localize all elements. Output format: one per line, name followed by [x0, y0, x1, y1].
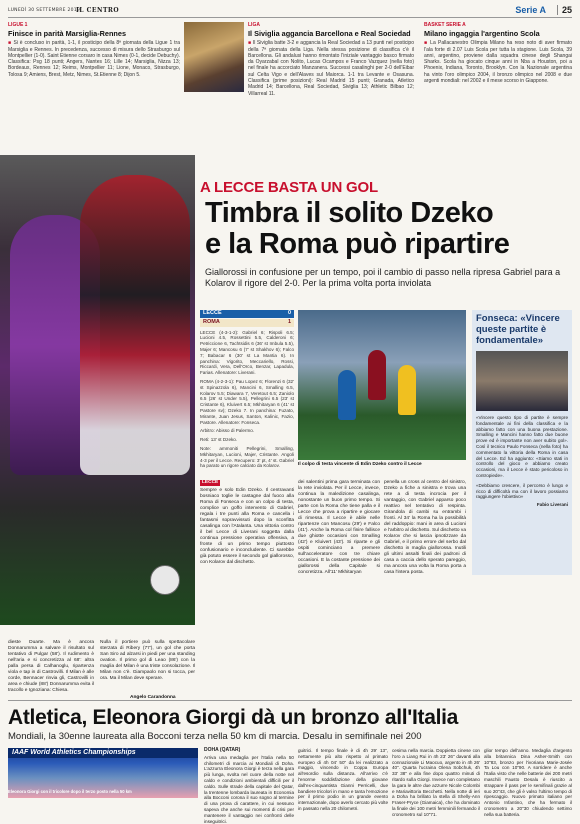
brief-basket — [424, 22, 572, 84]
article-column-3: penella un cross al centro del sinistro, Dzeko a fiche a sinistra e trova una rete a di testa incrocia per il vantaggio, con Gabriel apparso poco reattivo nel tentativo di respinta. Girandola di cambi su entrambi i fronti. Al 34' la Roma ha la possibilità del raddoppio: mani in area di Lucioni e l'arbitro al dischetto. Sul dischetto va Kolarov che si lascia ipnotizzare da Gabriel, e il primo errore del serbo dal dischetto in maglia giallorossa. Inutili gli ultimi assalti finali dei padroni di casa a caccia dello sperato pareggio, ma ancora una volta la Roma porta a casa l'intera posta. — [384, 480, 466, 575]
away-lineup: ROMA (4-2-3-1): Pau Lopez 6; Florenzi 6 (32' st Spinazzola 6), Mancini 6, Smalling 6.5, Kolarov 5.5; Diawara 7, Veretout 6.5; Zaniolo 6.5 (26' st Under 5.5), Pellegrini 6.5 (23' st Cristante 6), Kluivert 6.5; Mkhitaryan 6 (41' st Pastore sv); Dzeko 7. In panchina: Fuzato, Mirante, Juan Jesus, Santon, Kalinic, Fazio, Pastore. Allenatore: Fonseca. — [200, 378, 294, 425]
section-name: Serie A — [515, 5, 546, 15]
fonseca-sidebar — [472, 310, 572, 575]
bottom-column-2: guitrici. Il tempo finale è di 4h 29' 13", nettamente più alto rispetto al primato europeo di 4h 04' 50" da lei realizzato a maggio, vincendo in Coppa Europa all'esordio sulla distanza. All'arrivo c'è l'enorme soddisfazione della giovane dall'ex-cinquantista Gianni Perricelli, due bandiere tricolori in mano e tanta l'emozione per il primo podio in un grande evento internazionale, dopo averlo cercato più volte in passato nella 20 chilometri. — [298, 748, 388, 811]
main-title-line1: Timbra il solito Dzeko — [205, 197, 494, 229]
match-notes: Note: ammoniti Pellegrini, Smalling, Mkhitaryan, Lucioni, Majer, Cristante. Angoli 4-3 per il Lecce. Recupero: 3' pt, 4' st. Gabriel ha parato un rigore calciato da Kolarov. — [200, 445, 294, 469]
dateline: DOHA (QATAR) — [204, 747, 241, 753]
main-subtitle: Giallorossi in confusione per un tempo, poi il cambio di passo nella ripresa Gabriel para a Kolarov il rigore del 2-0. Per la prima volta porta inviolata — [205, 267, 561, 288]
column-text: Sempre e solo Edin Dzeko. Il centravanti bosniaco toglie le castagne dal fuoco alla Roma di Fonseca e con un colpo di testa, complice un goffo intervento di Gabriel, regala i tre punti alla Roma e cancella i fantasmi sopravvissuti dopo la sconfitta casalinga con l'Atalanta. Una vittoria contro il bel Lecce di Liverani soggetta dalla continua pressione operativa offensiva, a fronte di un primo tempo piuttosto confusionario e inconcludente. Ci sarebbe già potuto essere il secondo gol giallorosso, con Kolarov dal dischetto. — [200, 488, 294, 565]
brief-headline: Il Siviglia aggancia Barcellona e Real Sociedad — [248, 29, 411, 39]
player-figure-lecce — [338, 370, 356, 420]
issue-date: LUNEDÌ 30 SETTEMBRE 2019 — [8, 8, 81, 13]
main-kicker: A LECCE BASTA UN GOL — [200, 179, 378, 196]
brief-headline: Finisce in parità Marsiglia-Rennes — [8, 29, 127, 39]
bottom-photo-caption: Eleonora Giorgi con il tricolore dopo il terzo posto nella 50 km — [8, 789, 132, 794]
newspaper-brand: IL CENTRO — [76, 7, 120, 14]
brief-text: ■ La Pallacanestro Olimpia Milano ha reso noto di aver firmato l'ala forte di 2.07 Luis Scola per tutta la stagione. Luis Scola, 39 anni, argentino, proviene dalla squadra cinese degli Shangai Sharks. Scola ha giocato cinque anni in Nba a Houston, poi a Phoenix, Indiana, Toronto, Brooklyn. Con la Nazionale argentina ha vinto l'oro olimpico 2004, il bronzo olimpico nel 2008 e due argenti mondiali: nel 2002 e il mese scorso in Giappone. — [424, 40, 572, 84]
brief-text: ■ Il Siviglia batte 3-2 e aggancia la Real Sociedad a 13 punti nel posticipo della 7ª giornata della Liga. Nella stessa posizione di classifica c'è il Barcellona. Gli andalusi hanno rimontato l'iniziale vantaggio basco firmato da Oyarzabal con Nolito, Lucas Ocampos e Franco Vazquez (nella foto) nel finale ha accorciato Manzanera. Successi casalinghi per 2-0 dell'Eibar sul Celta Vigo e dell'Alaves sul Maiorca. 1-1 tra Levante e Osasuna. Classifica (prime posizioni): Real Madrid 15 punti; Granada, Atletico Madrid 14; Barcellona, Real Sociedad, Siviglia 13; Athletic Bilbao 12; Villarreal 11. — [248, 40, 414, 97]
left-column-1: dieste Duarte. Ma è ancora Donnarumma a salvare il risultato sul tentativo di Pulgar (58'). Il rudimento è nell'aria e si concretizza al 68': altra palla persa di Calhanoglu, ripartenza viola e tap in di Castrovilli. Il Milan è alle corde, Bennacer rinvia gli, Castrovilli in area e chiude (88') Donnarumma evita il tracollo e Ignoziana: Chiesa. — [8, 640, 94, 693]
sidebar-byline: Fabio Liverani — [536, 502, 568, 508]
sidebar-text: «Vincere questo tipo di partite è sempre fondamentale ai fini della classifica e la abbiamo fatto con una buona prestazione. Smalling e Mancini hanno fatto due buone prove ed è importante non aver subito gol». Così il tecnico Paulo Fonseca (nella foto) ha commentato la vittoria della Roma in casa del Lecce. Ed ha aggiunto: «Siamo stati in controllo del gioco e abbiamo creato occasioni, ma il Lecce è stato pericoloso in contropiede». — [476, 415, 568, 478]
location-tag: LECCE — [202, 480, 219, 485]
article-column-2: dei salentini prima gara terminata con la rete inviolata. Per il Lecce, invece, continua la maledizione casalinga, nonostante un buon primo tempo. Si parte con la Roma che tiene palla e il Lecce che prova a ripartire e giocare di rimessa. Il Lecce è abile nelle ripartenze con Mancosu (29') e Falco (41'). Anche la Roma col finire fallisce due ghiotte occasioni con Smalling (42') e Kluivert (43'). Si riparte e gli ospiti cominciano a premere sull'acceleratore con tre chiare occasioni. E la costante pressione dei giallorossi della Capitale si concretizza. All'11' Mkhitaryan — [298, 480, 380, 575]
bottom-subtitle: Mondiali, la 30enne laureata alla Bocconi terza nella 50 km di marcia. Desalu in semifinale nei 200 — [8, 731, 422, 742]
sidebar-title: Fonseca: «Vincere queste partite è fondamentale» — [476, 313, 560, 346]
main-title-line2: e la Roma può ripartire — [205, 228, 510, 260]
home-team-goals: 0 — [287, 310, 291, 316]
referee: Arbitro: Abisso di Palermo. — [200, 428, 255, 434]
player-figure-red — [80, 175, 190, 475]
player-figure-roma — [368, 350, 386, 400]
column-text: Arriva una medaglia per l'Italia nella 50 chilometri di marcia ai Mondiali di Doha. L'azzurra Eleonora Giorgi è terza nella gara più lunga, svolta nel cuore della notte nel caldo e condizioni ambientali difficili per il caldo. Sulle strade della capitale del Qatar, la trentenne lombarda laureata in Economia alla Bocconi corona il suo sogno al termine di una prova di carattere, in cui nessuno sapeva che anche sui momenti di crisi per mantenere il vantaggio nei confronti delle inseguitrici. — [204, 754, 294, 824]
bottom-column-1 — [204, 748, 294, 824]
left-column-2: Nulla il portiere può sulla spettacolare sterzata di Ribery (77'), un gol che porta San Siro ad alzarsi in piedi per una standing ovation. Il primo gol di Leao (86') con la maglia del Milan è una triste consolazione. Il Milan non c'è. Giampaolo non si tocca, per ora. Ma il Milan deve sperare. — [100, 640, 195, 681]
fonseca-photo — [476, 351, 568, 411]
goals: Reti: 13' st Dzeko. — [200, 437, 238, 443]
main-title — [205, 198, 572, 260]
brief-kicker: LIGUE 1 — [8, 22, 28, 28]
left-byline: Angelo Carandonna — [130, 695, 176, 700]
vazquez-photo — [184, 22, 244, 92]
brief-kicker: LIGA — [248, 22, 260, 28]
brief-headline: Milano ingaggia l'argentino Scola — [424, 29, 540, 39]
brief-kicker: BASKET SERIE A — [424, 22, 466, 28]
milan-fiorentina-photo — [0, 155, 195, 625]
goalkeeper-figure — [398, 365, 416, 415]
section-divider — [8, 700, 572, 701]
away-team-row — [200, 319, 294, 327]
dzeko-header-photo — [298, 310, 466, 460]
home-lineup: LECCE (4-3-1-2): Gabriel 6; Rispoli 6.5; Lucioni 4.5, Rossettini 5.5, Calderoni 6; Petriccione 6, Tachtsidis 6 (36' st Imbula 5.5), Majer 6; Mancosu 6 (7' st Shakhov 6); Falco 7; Babacar 6 (30' st La Mantia 6). In panchina: Vigorito, Meccariello, Rossi, Riccardi, Vera, Dell'Orco, Benzar, Lapadula, Farias. Allenatore: Liverani. — [200, 329, 294, 376]
bottom-column-3: cesima nella marcia. Doppietta cinese con l'oro a Liang Rui in 4h 23' 26" davanti alla connazionale Li Maocuo, argento in 4h 26' 40". Quarta l'ucraina Olena Sobchuk, 4h 33' 38" e alla fine dopo quattro minuti di ritardo sulla Giorgi. Invece non completano la gara le altre due azzurre Nicole Colombi e Mariavittoria Becchetti. Nella notte di ieri a Doha ha brillato la stella di Shelly-Ann Fraser-Pryce (Giamaica), che ha dominato la finale dei 100 metri femminili fermando il cronometro sul 10"71. — [392, 748, 480, 817]
home-team-name: LECCE — [203, 310, 222, 316]
page-header — [8, 4, 572, 18]
home-team-row — [200, 310, 294, 318]
brief-liga — [248, 22, 414, 97]
brief-ligue1 — [8, 22, 180, 78]
away-team-goals: 1 — [287, 318, 291, 325]
page-number: 25 — [557, 5, 572, 15]
sidebar-quote: «Debbiamo crescere, il percorso è lungo e ricco di difficoltà ma con il lavoro possiamo raggiungere l'obiettivo» — [476, 482, 568, 500]
article-column-1 — [200, 480, 294, 566]
away-team-name: ROMA — [203, 318, 220, 325]
football-icon — [150, 565, 180, 595]
bottom-column-4: glior tempo dell'anno. Medaglia d'argento alla britannica Dina Asher-Smith con 10"83, bronzo per l'ivoriana Marie-Josée Ta Lou con 10"90. A sorridere è anche l'Italia visto che nelle batterie dei 200 metri maschili Fausto Desalu è riuscito a strappare il pass per le semifinali grazie al suo 20"43, che gli è valso l'ultimo tempo di ripescaggio. Nuovo primato italiano per Antonio Infantino, che ha fermato il cronometro a 20"30 chiudendo settimo nella sua batteria. — [484, 748, 572, 817]
championship-banner: IAAF World Athletics Championships — [8, 748, 198, 758]
brief-text: ■ Si è concluso in parità, 1-1, il posticipo della 8ª giornata della Ligue 1 tra Marsiglia e Rennes. In precedenza, successo di misura dello Strasburgo sul Montpellier (1-0). Saint Etienne corsaro in casa Nimes (0-1, decide Debuchy). Classifica: Psg 18 punti; Angers, Nantes 16; Lille 14; Marsiglia, Nizza 13; Bordeaux, Rennes 12; Reims, Montpellier 11; Lione, Monaco, Strasburgo, Tolosa 9; Amiens, Brest, Metz, Nimes, St.Etienne 8; Dijon 5. — [8, 40, 180, 78]
bottom-title: Atletica, Eleonora Giorgi dà un bronzo all'Italia — [8, 706, 459, 729]
photo-caption: Il colpo di testa vincente di Edin Dzeko contro il Lecce — [298, 462, 422, 467]
